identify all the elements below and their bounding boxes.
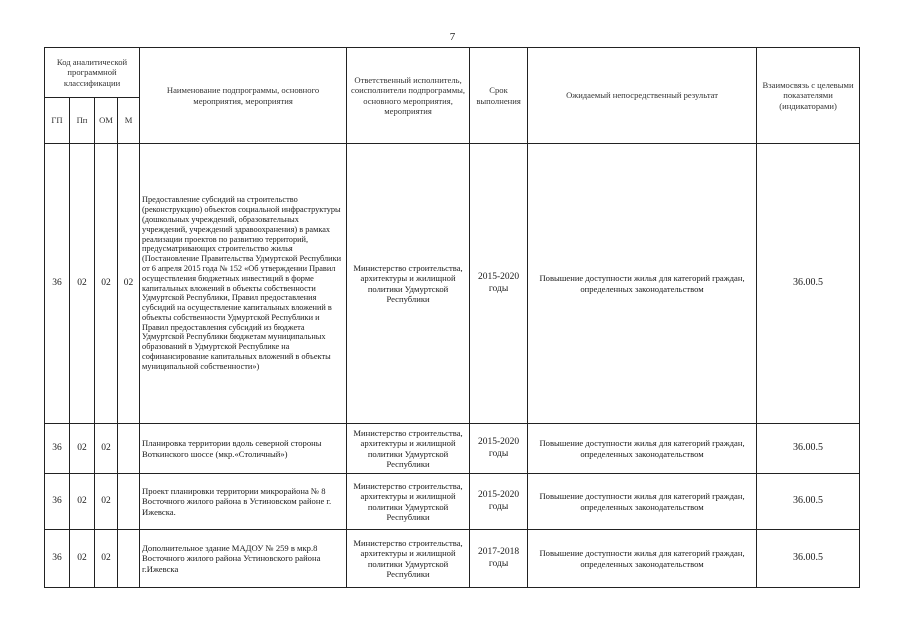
cell-m: 02 [118, 144, 140, 424]
cell-executor: Министерство строительства, архитектуры и жилищной политики Удмуртской Республики [347, 144, 470, 424]
table-row [45, 530, 860, 588]
cell-pp: 02 [70, 474, 95, 530]
header-executor: Ответственный исполнитель, соисполнители подпрограммы, основного мероприятия, мероприятия [347, 48, 470, 144]
cell-om: 02 [95, 144, 118, 424]
cell-gp: 36 [45, 474, 70, 530]
cell-result: Повышение доступности жилья для категорий граждан, определенных законодательством [528, 144, 757, 424]
cell-term: 2015-2020 годы [470, 144, 528, 424]
cell-name: Дополнительное здание МАДОУ № 259 в мкр.8 Восточного жилого района Устиновского района г.Ижевска [140, 530, 347, 588]
cell-pp: 02 [70, 530, 95, 588]
program-table [44, 47, 860, 588]
header-name: Наименование подпрограммы, основного мероприятия, мероприятия [140, 48, 347, 144]
cell-gp: 36 [45, 144, 70, 424]
header-pp: Пп [70, 98, 95, 144]
cell-executor: Министерство строительства, архитектуры и жилищной политики Удмуртской Республики [347, 530, 470, 588]
cell-m [118, 530, 140, 588]
cell-executor: Министерство строительства, архитектуры и жилищной политики Удмуртской Республики [347, 424, 470, 474]
cell-link: 36.00.5 [757, 424, 860, 474]
cell-term: 2015-2020 годы [470, 424, 528, 474]
cell-link: 36.00.5 [757, 144, 860, 424]
header-code-group: Код аналитической программной классификации [45, 48, 140, 98]
header-gp: ГП [45, 98, 70, 144]
table-row [45, 474, 860, 530]
cell-m [118, 424, 140, 474]
cell-link: 36.00.5 [757, 530, 860, 588]
cell-link: 36.00.5 [757, 474, 860, 530]
cell-om: 02 [95, 424, 118, 474]
cell-term: 2017-2018 годы [470, 530, 528, 588]
cell-name: Планировка территории вдоль северной стороны Воткинского шоссе (мкр.«Столичный») [140, 424, 347, 474]
cell-om: 02 [95, 530, 118, 588]
header-link: Взаимосвязь с целевыми показателями (индикаторами) [757, 48, 860, 144]
cell-result: Повышение доступности жилья для категорий граждан, определенных законодательством [528, 424, 757, 474]
cell-pp: 02 [70, 424, 95, 474]
header-m: М [118, 98, 140, 144]
cell-result: Повышение доступности жилья для категорий граждан, определенных законодательством [528, 474, 757, 530]
cell-m [118, 474, 140, 530]
header-result: Ожидаемый непосредственный результат [528, 48, 757, 144]
cell-name: Проект планировки территории микрорайона № 8 Восточного жилого района в Устиновском районе г. Ижевска. [140, 474, 347, 530]
page-number: 7 [449, 31, 456, 43]
cell-result: Повышение доступности жилья для категорий граждан, определенных законодательством [528, 530, 757, 588]
header-om: ОМ [95, 98, 118, 144]
cell-name: Предоставление субсидий на строительство (реконструкцию) объектов социальной инфраструктуры (дошкольных учреждений, образовательных учреждений, учреждений здравоохранения) в рамках реализации проектов по развитию территорий, предусматривающих строительство жилья (Постановление Правительства Удмуртской Республики от 6 апреля 2015 года № 152 «Об утверждении Правил осуществления бюджетных инвестиций в форме капитальных вложений в объекты собственности Удмуртской Республики, Правил предоставления субсидий на осуществление капитальных вложений в объекты собственности Удмуртской Республики и Правил предоставления субсидий из бюджета Удмуртской Республики бюджетам муниципальных образований в Удмуртской Республике на софинансирование капитальных вложений в объекты муниципальной собственности») [140, 144, 347, 424]
cell-term: 2015-2020 годы [470, 474, 528, 530]
cell-gp: 36 [45, 530, 70, 588]
cell-gp: 36 [45, 424, 70, 474]
header-term: Срок выполнения [470, 48, 528, 144]
table-row [45, 144, 860, 424]
table-row [45, 424, 860, 474]
cell-executor: Министерство строительства, архитектуры и жилищной политики Удмуртской Республики [347, 474, 470, 530]
cell-pp: 02 [70, 144, 95, 424]
cell-om: 02 [95, 474, 118, 530]
